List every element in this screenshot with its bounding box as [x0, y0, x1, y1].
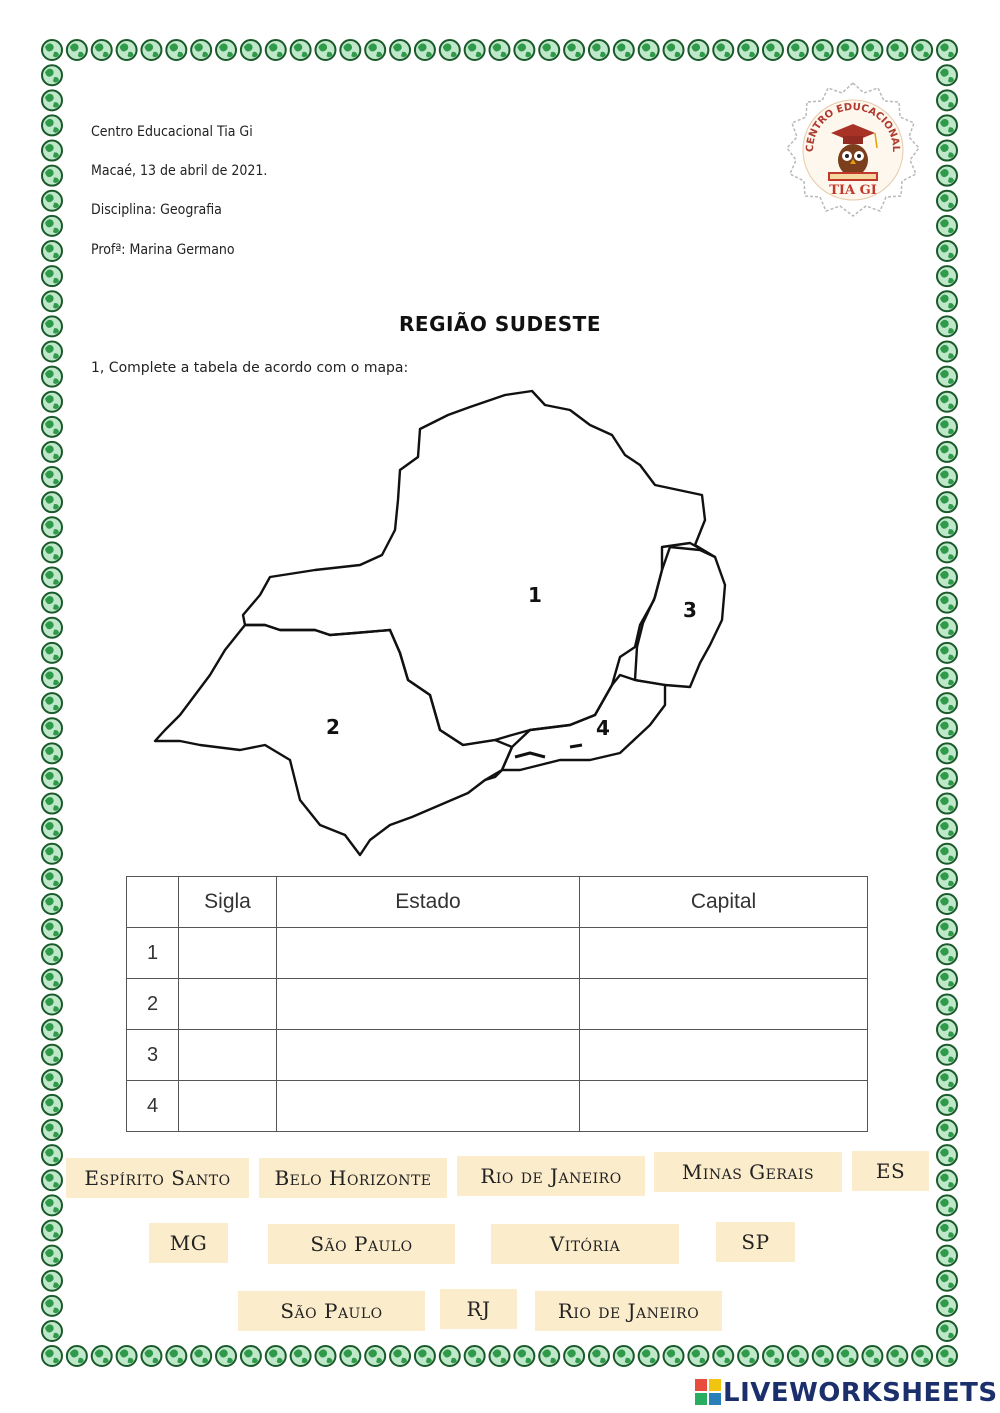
globe-icon — [42, 367, 62, 387]
globe-icon — [937, 65, 957, 85]
globe-icon — [937, 643, 957, 663]
globe-icon — [440, 40, 460, 60]
globe-icon — [564, 40, 584, 60]
globe-icon — [415, 1346, 435, 1366]
globe-icon — [42, 216, 62, 236]
globe-icon — [291, 1346, 311, 1366]
globe-icon — [42, 1346, 62, 1366]
southeast-region-map — [150, 385, 730, 860]
drag-chip-minas-gerais[interactable]: Minas Gerais — [654, 1152, 842, 1192]
drag-chip-sao-paulo[interactable]: São Paulo — [268, 1224, 455, 1264]
globe-icon — [315, 40, 335, 60]
globe-icon — [42, 266, 62, 286]
answer-table — [126, 876, 868, 1132]
globe-icon — [42, 819, 62, 839]
globe-icon — [937, 1346, 957, 1366]
globe-icon — [465, 40, 485, 60]
globe-icon — [639, 1346, 659, 1366]
globe-icon — [937, 568, 957, 588]
globe-icon — [191, 40, 211, 60]
globe-icon — [42, 718, 62, 738]
table-header-row — [127, 877, 868, 928]
row-number: 2 — [127, 979, 179, 1030]
globe-icon — [42, 1195, 62, 1215]
globe-icon — [937, 266, 957, 286]
globe-icon — [67, 1346, 87, 1366]
globe-icon — [937, 542, 957, 562]
globe-icon — [539, 1346, 559, 1366]
globe-icon — [92, 40, 112, 60]
liveworksheets-logo-icon — [695, 1379, 721, 1405]
globe-icon — [713, 1346, 733, 1366]
globe-icon — [937, 392, 957, 412]
globe-icon — [216, 1346, 236, 1366]
globe-icon — [42, 668, 62, 688]
globe-icon — [166, 40, 186, 60]
logo-ring-text: CENTRO EDUCACIONAL — [804, 101, 902, 153]
globe-icon — [614, 40, 634, 60]
globe-icon — [937, 1321, 957, 1341]
globe-icon — [937, 517, 957, 537]
globe-icon — [440, 1346, 460, 1366]
globe-icon — [365, 1346, 385, 1366]
globe-icon — [664, 1346, 684, 1366]
globe-icon — [664, 40, 684, 60]
globe-icon — [514, 40, 534, 60]
drop-cell-capital[interactable] — [580, 1081, 868, 1132]
globe-icon — [937, 241, 957, 261]
date-line: Macaé, 13 de abril de 2021. — [91, 163, 268, 179]
globe-icon — [42, 1170, 62, 1190]
globe-icon — [67, 40, 87, 60]
globe-icon — [490, 40, 510, 60]
globe-icon — [937, 1195, 957, 1215]
globe-icon — [42, 994, 62, 1014]
globe-icon — [937, 743, 957, 763]
globe-icon — [937, 1170, 957, 1190]
globe-icon — [589, 40, 609, 60]
drag-chip-rio-de-janeiro[interactable]: Rio de Janeiro — [457, 1156, 645, 1196]
table-row — [127, 928, 868, 979]
globe-icon — [42, 417, 62, 437]
globe-icon — [42, 794, 62, 814]
table-row — [127, 979, 868, 1030]
globe-icon — [42, 844, 62, 864]
globe-icon — [42, 1045, 62, 1065]
globe-icon — [42, 1321, 62, 1341]
globe-icon — [539, 40, 559, 60]
globe-icon — [117, 40, 137, 60]
drop-cell-capital[interactable] — [580, 928, 868, 979]
globe-icon — [937, 944, 957, 964]
globe-icon — [291, 40, 311, 60]
globe-icon — [42, 1020, 62, 1040]
globe-icon — [42, 593, 62, 613]
globe-icon — [738, 1346, 758, 1366]
globe-icon — [42, 191, 62, 211]
subject-line: Disciplina: Geografia — [91, 202, 222, 218]
globe-icon — [42, 944, 62, 964]
globe-icon — [788, 40, 808, 60]
globe-icon — [42, 1221, 62, 1241]
map-label-3: 3 — [683, 598, 697, 622]
globe-icon — [42, 1145, 62, 1165]
drag-chip-espirito-santo[interactable]: Espírito Santo — [66, 1158, 249, 1198]
globe-icon — [42, 291, 62, 311]
globe-icon — [937, 492, 957, 512]
globe-icon — [838, 1346, 858, 1366]
map-label-4: 4 — [596, 716, 610, 740]
globe-icon — [937, 1296, 957, 1316]
globe-icon — [216, 40, 236, 60]
globe-icon — [191, 1346, 211, 1366]
drag-chip-sp[interactable]: SP — [716, 1222, 795, 1262]
globe-icon — [42, 1095, 62, 1115]
drag-chip-vitoria[interactable]: Vitória — [491, 1224, 679, 1264]
globe-icon — [937, 869, 957, 889]
globe-icon — [937, 894, 957, 914]
map-label-1: 1 — [528, 583, 542, 607]
globe-icon — [937, 40, 957, 60]
globe-icon — [141, 40, 161, 60]
globe-icon — [465, 1346, 485, 1366]
globe-icon — [937, 819, 957, 839]
globe-icon — [937, 191, 957, 211]
globe-icon — [937, 216, 957, 236]
globe-icon — [42, 517, 62, 537]
drop-cell-sigla[interactable] — [179, 979, 277, 1030]
globe-icon — [763, 1346, 783, 1366]
drag-chip-rio-de-janeiro-2[interactable]: Rio de Janeiro — [535, 1291, 722, 1331]
globe-icon — [937, 291, 957, 311]
globe-icon — [42, 1246, 62, 1266]
drop-cell-estado[interactable] — [277, 1081, 580, 1132]
globe-icon — [141, 1346, 161, 1366]
globe-icon — [42, 894, 62, 914]
table-header-capital: Capital — [580, 877, 868, 928]
globe-icon — [937, 969, 957, 989]
globe-icon — [937, 141, 957, 161]
globe-icon — [937, 618, 957, 638]
drop-cell-estado[interactable] — [277, 928, 580, 979]
globe-icon — [42, 166, 62, 186]
globe-icon — [42, 919, 62, 939]
globe-icon — [937, 1120, 957, 1140]
globe-icon — [42, 693, 62, 713]
table-row — [127, 1081, 868, 1132]
row-number: 1 — [127, 928, 179, 979]
table-header-number — [127, 877, 179, 928]
globe-icon — [937, 1095, 957, 1115]
globe-icon — [937, 90, 957, 110]
globe-icon — [937, 1246, 957, 1266]
globe-icon — [42, 141, 62, 161]
drop-cell-sigla[interactable] — [179, 1030, 277, 1081]
globe-icon — [117, 1346, 137, 1366]
globe-icon — [42, 467, 62, 487]
globe-icon — [42, 65, 62, 85]
page-title: REGIÃO SUDESTE — [399, 312, 601, 336]
globe-icon — [42, 90, 62, 110]
drag-chip-es[interactable]: ES — [852, 1151, 929, 1191]
map-state-4 — [502, 675, 665, 770]
table-header-estado: Estado — [277, 877, 580, 928]
globe-icon — [937, 341, 957, 361]
globe-icon — [42, 241, 62, 261]
school-name: Centro Educacional Tia Gi — [91, 124, 253, 140]
globe-icon — [937, 1271, 957, 1291]
table-header-sigla: Sigla — [179, 877, 277, 928]
globe-icon — [42, 869, 62, 889]
globe-icon — [564, 1346, 584, 1366]
globe-icon — [266, 40, 286, 60]
globe-icon — [266, 1346, 286, 1366]
globe-icon — [514, 1346, 534, 1366]
drag-chip-belo-horizonte[interactable]: Belo Horizonte — [259, 1158, 447, 1198]
globe-icon — [813, 1346, 833, 1366]
drop-cell-estado[interactable] — [277, 1030, 580, 1081]
globe-icon — [42, 1120, 62, 1140]
globe-icon — [42, 618, 62, 638]
globe-icon — [42, 768, 62, 788]
globe-icon — [42, 568, 62, 588]
logo-name: TIA GI — [829, 183, 877, 198]
globe-icon — [788, 1346, 808, 1366]
table-row — [127, 1030, 868, 1081]
globe-icon — [937, 166, 957, 186]
globe-icon — [937, 919, 957, 939]
globe-icon — [42, 1271, 62, 1291]
drop-cell-sigla[interactable] — [179, 928, 277, 979]
globe-icon — [241, 1346, 261, 1366]
globe-icon — [937, 768, 957, 788]
globe-icon — [862, 40, 882, 60]
globe-icon — [937, 593, 957, 613]
globe-icon — [937, 1070, 957, 1090]
globe-icon — [813, 40, 833, 60]
globe-icon — [937, 794, 957, 814]
globe-icon — [937, 367, 957, 387]
globe-icon — [315, 1346, 335, 1366]
map-state-1 — [243, 391, 715, 745]
drop-cell-sigla[interactable] — [179, 1081, 277, 1132]
globe-icon — [937, 693, 957, 713]
map-label-2: 2 — [326, 715, 340, 739]
school-logo — [780, 80, 926, 226]
globe-icon — [688, 1346, 708, 1366]
globe-icon — [42, 115, 62, 135]
globe-icon — [713, 40, 733, 60]
globe-icon — [92, 1346, 112, 1366]
globe-icon — [937, 994, 957, 1014]
teacher-line: Profª: Marina Germano — [91, 242, 235, 258]
globe-icon — [42, 40, 62, 60]
globe-icon — [340, 1346, 360, 1366]
globe-icon — [937, 1221, 957, 1241]
globe-icon — [912, 1346, 932, 1366]
globe-icon — [937, 417, 957, 437]
globe-icon — [390, 40, 410, 60]
globe-icon — [937, 115, 957, 135]
globe-icon — [42, 1070, 62, 1090]
globe-icon — [614, 1346, 634, 1366]
globe-icon — [42, 969, 62, 989]
globe-icon — [390, 1346, 410, 1366]
globe-icon — [365, 40, 385, 60]
footer-brand: LIVEWORKSHEETS — [723, 1378, 998, 1408]
drop-cell-capital[interactable] — [580, 1030, 868, 1081]
globe-icon — [639, 40, 659, 60]
row-number: 4 — [127, 1081, 179, 1132]
row-number: 3 — [127, 1030, 179, 1081]
drop-cell-estado[interactable] — [277, 979, 580, 1030]
globe-icon — [937, 718, 957, 738]
globe-icon — [42, 492, 62, 512]
drag-chip-mg[interactable]: MG — [149, 1223, 228, 1263]
globe-icon — [937, 1020, 957, 1040]
globe-icon — [738, 40, 758, 60]
globe-icon — [937, 442, 957, 462]
globe-icon — [42, 1296, 62, 1316]
globe-icon — [42, 542, 62, 562]
globe-icon — [42, 392, 62, 412]
globe-icon — [415, 40, 435, 60]
globe-icon — [862, 1346, 882, 1366]
map-state-2 — [155, 625, 512, 855]
globe-icon — [887, 40, 907, 60]
globe-icon — [912, 40, 932, 60]
globe-icon — [937, 1045, 957, 1065]
globe-icon — [838, 40, 858, 60]
liveworksheets-footer — [695, 1378, 998, 1408]
globe-icon — [340, 40, 360, 60]
globe-icon — [937, 1145, 957, 1165]
globe-icon — [42, 743, 62, 763]
globe-icon — [937, 467, 957, 487]
instruction-text: 1, Complete a tabela de acordo com o mapa: — [91, 360, 409, 376]
globe-icon — [688, 40, 708, 60]
globe-icon — [166, 1346, 186, 1366]
globe-icon — [937, 668, 957, 688]
globe-icon — [763, 40, 783, 60]
globe-icon — [241, 40, 261, 60]
drag-chip-rj[interactable]: RJ — [440, 1289, 517, 1329]
map-state-3 — [635, 543, 725, 687]
globe-icon — [887, 1346, 907, 1366]
drag-chip-sao-paulo-2[interactable]: São Paulo — [238, 1291, 425, 1331]
globe-icon — [42, 442, 62, 462]
globe-icon — [42, 643, 62, 663]
globe-icon — [42, 341, 62, 361]
globe-icon — [490, 1346, 510, 1366]
drop-cell-capital[interactable] — [580, 979, 868, 1030]
globe-icon — [589, 1346, 609, 1366]
globe-icon — [937, 844, 957, 864]
